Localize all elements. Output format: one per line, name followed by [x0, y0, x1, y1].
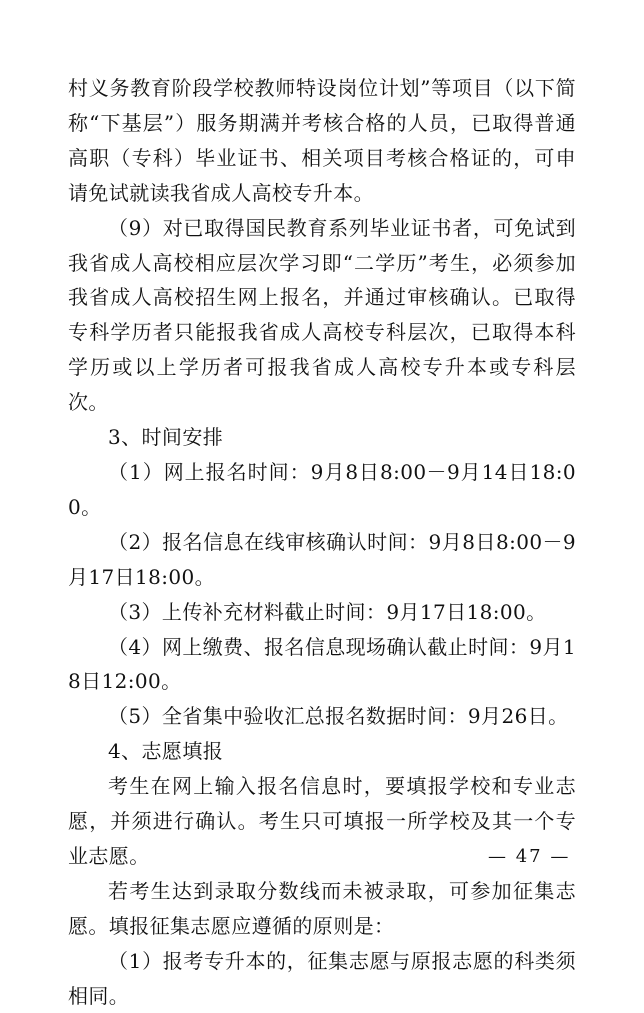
- page-number: — 47 —: [488, 846, 571, 867]
- schedule-item-3: （3）上传补充材料截止时间：9月17日18:00。: [108, 599, 547, 624]
- schedule-item-1: （1）网上报名时间：9月8日8:00－9月14日18:00。: [68, 459, 576, 519]
- paragraph-xiajiceng-continuation: 村义务教育阶段学校教师特设岗位计划”等项目（以下简称“下基层”）服务期满并考核合格的人员，已取得普通高职（专科）毕业证书、相关项目考核合格证的，可申请免试就读我省成人高校专升本。: [68, 76, 576, 205]
- schedule-item-4: （4）网上缴费、报名信息现场确认截止时间：9月18日12:00。: [68, 634, 576, 694]
- section-heading-preferences: 4、志愿填报: [108, 739, 224, 764]
- paragraph-item-9-second-degree: （9）对已取得国民教育系列毕业证书者，可免试到我省成人高校相应层次学习即“二学历”考生，必须参加我省成人高校招生网上报名，并通过审核确认。已取得专科学历者只能报我省成人高校专科层次，已取得本科学历或以上学历者可报我省成人高校专升本或专科层次。: [68, 215, 576, 415]
- schedule-item-2: （2）报名信息在线审核确认时间：9月8日8:00－9月17日18:00。: [68, 529, 576, 589]
- body-text: [68, 71, 576, 1013]
- schedule-item-5: （5）全省集中验收汇总报名数据时间：9月26日。: [108, 704, 569, 729]
- paragraph-preference-entry: 考生在网上输入报名信息时，要填报学校和专业志愿，并须进行确认。考生只可填报一所学校及其一个专业志愿。: [68, 774, 576, 868]
- preference-rule-1: （1）报考专升本的，征集志愿与原报志愿的科类须相同。: [68, 948, 576, 1008]
- section-heading-schedule: 3、时间安排: [108, 425, 224, 450]
- paragraph-supplementary-preference: 若考生达到录取分数线而未被录取，可参加征集志愿。填报征集志愿应遵循的原则是：: [68, 878, 576, 938]
